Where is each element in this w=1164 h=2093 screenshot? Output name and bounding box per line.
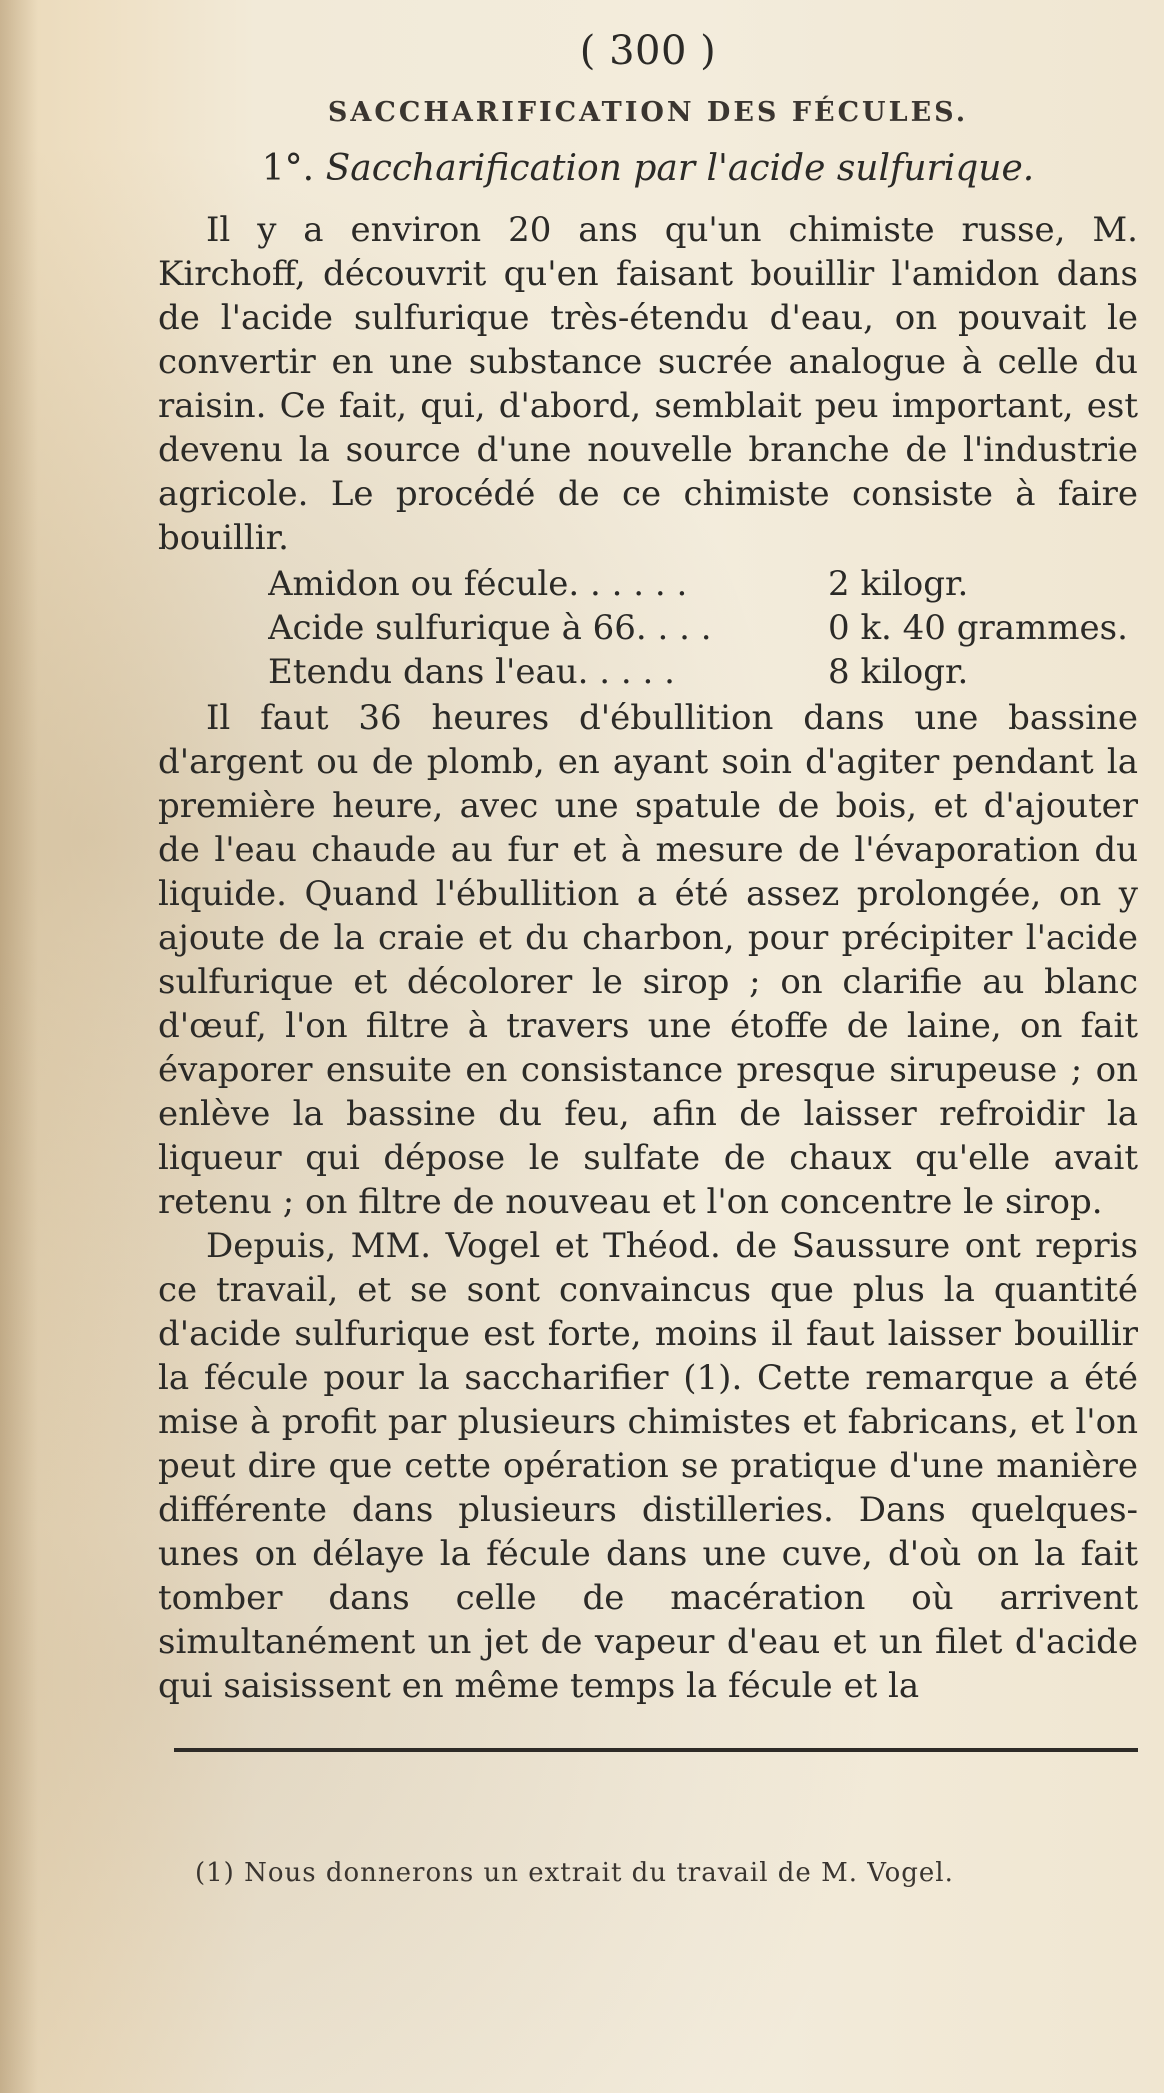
recipe-item: Amidon ou fécule. . . . . .	[268, 564, 688, 605]
section-number: 1°.	[261, 148, 315, 189]
footnote-divider	[174, 1748, 1138, 1752]
paragraph: Il y a environ 20 ans qu'un chimiste russe, M. Kirchoff, découvrit qu'en faisant bouillir l'amidon dans de l'acide sulfurique très-étendu d'eau, on pouvait le convertir en une substance sucrée analogue à celle du raisin. Ce fait, qui, d'abord, semblait peu important, est devenu la source d'une nouvelle branche de l'industrie agricole. Le procédé de ce chimiste consiste à faire bouillir.	[158, 210, 1138, 559]
section-title	[158, 147, 1138, 190]
recipe-row	[268, 606, 1138, 650]
footnote: (1) Nous donnerons un extrait du travail de M. Vogel.	[195, 1858, 954, 1888]
section-title-text: Saccharification par l'acide sulfurique.	[325, 148, 1035, 189]
recipe-quantity: 2 kilogr.	[828, 564, 969, 605]
recipe-table	[268, 562, 1138, 694]
recipe-item: Etendu dans l'eau. . . . .	[268, 652, 675, 693]
paragraph: Il faut 36 heures d'ébullition dans une bassine d'argent ou de plomb, en ayant soin d'agiter pendant la première heure, avec une spatule de bois, et d'ajouter de l'eau chaude au fur et à mesure de l'évaporation du liquide. Quand l'ébullition a été assez prolongée, on y ajoute de la craie et du charbon, pour précipiter l'acide sulfurique et décolorer le sirop ; on clarifie au blanc d'œuf, l'on filtre à travers une étoffe de laine, on fait évaporer ensuite en consistance presque sirupeuse ; on enlève la bassine du feu, afin de laisser refroidir la liqueur qui dépose le sulfate de chaux qu'elle avait retenu ; on filtre de nouveau et l'on concentre le sirop.	[158, 698, 1138, 1223]
recipe-quantity: 8 kilogr.	[828, 652, 969, 693]
running-head: SACCHARIFICATION DES FÉCULES.	[327, 97, 969, 128]
recipe-quantity: 0 k. 40 grammes.	[828, 608, 1128, 649]
recipe-row	[268, 562, 1138, 606]
page-content	[158, 28, 1138, 1708]
recipe-row	[268, 650, 1138, 694]
body-text	[158, 208, 1138, 1708]
recipe-item: Acide sulfurique à 66. . . .	[268, 608, 712, 649]
page-number: ( 300 )	[579, 28, 717, 74]
paragraph: Depuis, MM. Vogel et Théod. de Saussure ont repris ce travail, et se sont convaincus que plus la quantité d'acide sulfurique est forte, moins il faut laisser bouillir la fécule pour la saccharifier (1). Cette remarque a été mise à profit par plusieurs chimistes et fabricans, et l'on peut dire que cette opération se pratique d'une manière différente dans plusieurs distilleries. Dans quelques-unes on délaye la fécule dans une cuve, d'où on la fait tomber dans celle de macération où arrivent simultanément un jet de vapeur d'eau et un filet d'acide qui saisissent en même temps la fécule et la	[158, 1226, 1138, 1707]
